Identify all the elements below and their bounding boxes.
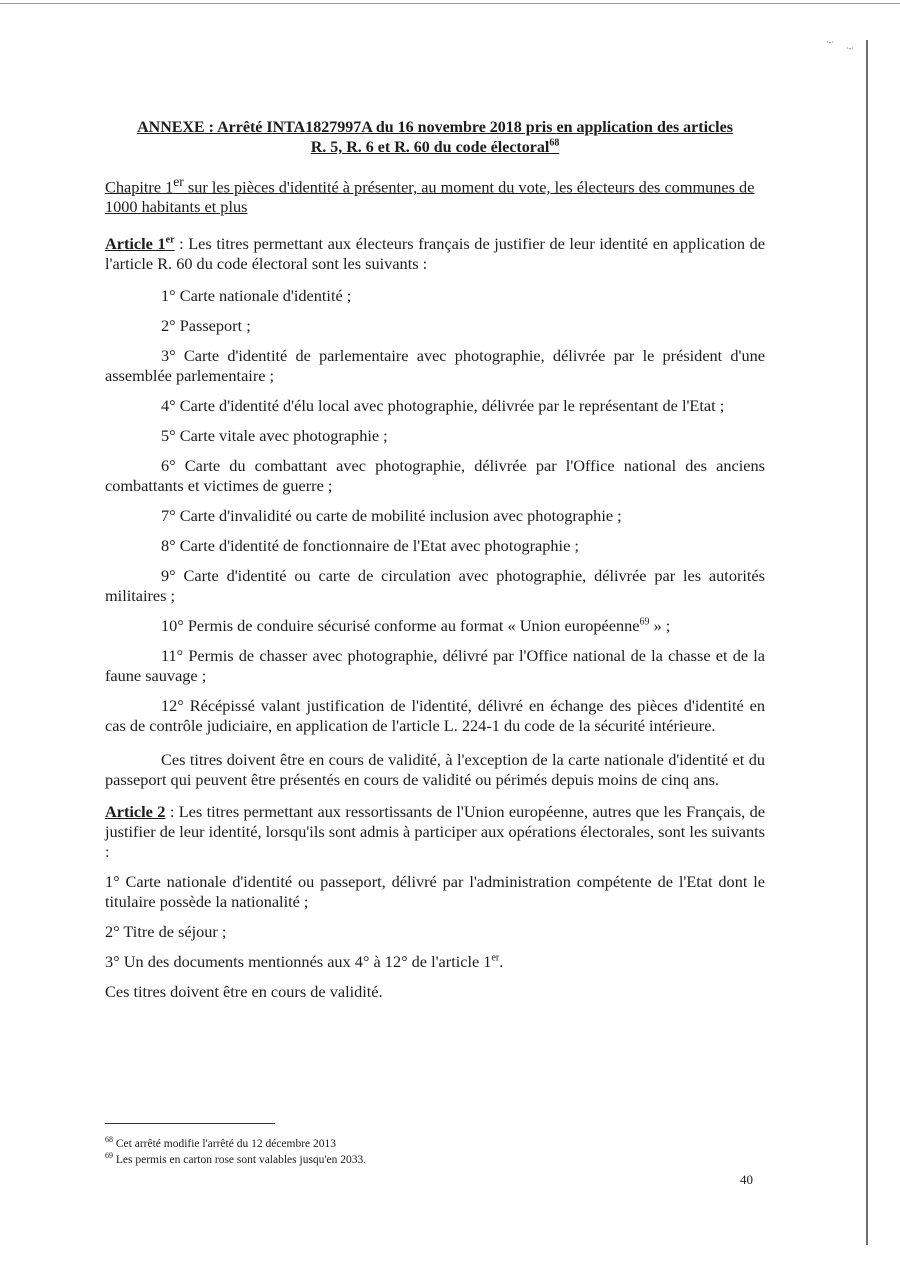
- page-number: 40: [740, 1172, 753, 1187]
- chapter-label: Chapitre 1: [105, 177, 174, 197]
- footnote-number: 68: [105, 1135, 113, 1145]
- list-item: 2° Passeport ;: [161, 315, 251, 335]
- article1-intro: [105, 234, 765, 274]
- footnote-separator: [105, 1123, 275, 1124]
- list-item: [105, 616, 765, 636]
- article1-label-sup: er: [165, 234, 175, 246]
- list-item: 2° Titre de séjour ;: [105, 921, 227, 941]
- article2-validity: Ces titres doivent être en cours de validité.: [105, 981, 383, 1001]
- article2-label: Article 2: [105, 801, 166, 821]
- list-item: 3° Carte d'identité de parlementaire avec photographie, délivrée par le président d'une assemblée parlementaire ;: [105, 345, 765, 385]
- list-item: 9° Carte d'identité ou carte de circulation avec photographie, délivrée par les autorités militaires ;: [105, 565, 765, 605]
- article1-validity: Ces titres doivent être en cours de validité, à l'exception de la carte nationale d'identité et du passeport qui peuvent être présentés en cours de validité ou périmés depuis moins de cinq ans.: [105, 749, 765, 789]
- article1-intro-text: : Les titres permettant aux électeurs français de justifier de leur identité en application de l'article R. 60 du code électoral sont les suivants :: [105, 233, 765, 273]
- scan-border-top: [0, 3, 900, 4]
- chapter-heading: [105, 172, 765, 217]
- list-item: 8° Carte d'identité de fonctionnaire de l'Etat avec photographie ;: [161, 535, 579, 555]
- footnote-ref-69: 69: [639, 616, 650, 628]
- chapter-sup: er: [173, 174, 184, 189]
- scan-speck: ·-·: [846, 44, 854, 53]
- document-body: [105, 118, 765, 1002]
- list-item: 11° Permis de chasser avec photographie, délivré par l'Office national de la chasse et de la faune sauvage ;: [105, 645, 765, 685]
- list-item-end: » ;: [649, 615, 671, 635]
- annex-title-line1: ANNEXE : Arrêté INTA1827997A du 16 novembre 2018 pris en application des articles: [137, 119, 733, 136]
- footnote-68: [105, 1136, 705, 1152]
- article-ref-sup: er: [491, 952, 500, 964]
- chapter-text: sur les pièces d'identité à présenter, au moment du vote, les électeurs des communes de 1000 habitants et plus: [105, 177, 755, 217]
- list-item-text: 3° Un des documents mentionnés aux 4° à 12° de l'article 1: [105, 951, 492, 971]
- footnote-text: Cet arrêté modifie l'arrêté du 12 décembre 2013: [113, 1138, 337, 1150]
- article1-label: [105, 234, 175, 253]
- footnote-number: 69: [105, 1151, 113, 1161]
- footnote-ref-68: 68: [549, 137, 560, 149]
- list-item-end: .: [499, 951, 504, 971]
- list-item: 1° Carte nationale d'identité ;: [161, 285, 352, 305]
- article2-intro: [105, 802, 765, 862]
- footnote-69: [105, 1152, 705, 1168]
- list-item: 7° Carte d'invalidité ou carte de mobilité inclusion avec photographie ;: [161, 505, 622, 525]
- footnotes: [105, 1136, 705, 1168]
- list-item-text: 10° Permis de conduire sécurisé conforme au format « Union européenne: [161, 615, 640, 635]
- article1-label-text: Article 1: [105, 233, 166, 253]
- annex-title-line2: R. 5, R. 6 et R. 60 du code électoral: [310, 139, 550, 156]
- scan-border-right: [866, 40, 868, 1245]
- list-item: 6° Carte du combattant avec photographie, délivrée par l'Office national des anciens combattants et victimes de guerre ;: [105, 455, 765, 495]
- list-item: 5° Carte vitale avec photographie ;: [161, 425, 388, 445]
- article2-intro-text: : Les titres permettant aux ressortissants de l'Union européenne, autres que les Français, de justifier de leur identité, lorsqu'ils sont admis à participer aux opérations électorales, sont les suivants :: [105, 801, 765, 861]
- scan-speck: ·-·: [826, 38, 834, 47]
- annex-title: [105, 118, 765, 158]
- list-item: 1° Carte nationale d'identité ou passeport, délivré par l'administration compétente de l'Etat dont le titulaire possède la nationalité ;: [105, 871, 765, 911]
- list-item: 12° Récépissé valant justification de l'identité, délivré en échange des pièces d'identité en cas de contrôle judiciaire, en application de l'article L. 224-1 du code de la sécurité intérieure.: [105, 695, 765, 735]
- list-item: 4° Carte d'identité d'élu local avec photographie, délivrée par le représentant de l'Etat ;: [161, 395, 725, 415]
- footnote-text: Les permis en carton rose sont valables jusqu'en 2033.: [113, 1154, 367, 1166]
- list-item: [105, 952, 765, 972]
